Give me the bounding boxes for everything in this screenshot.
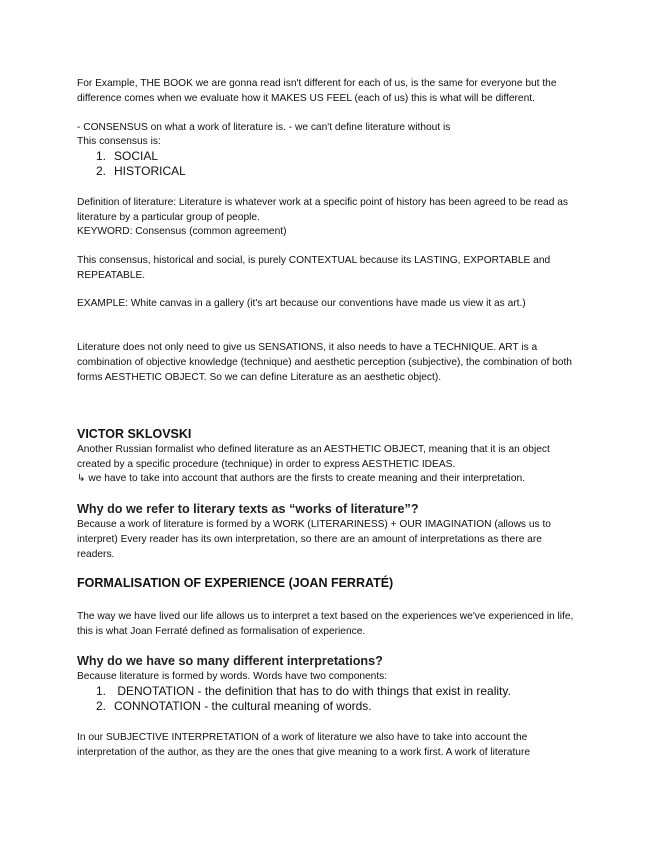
paragraph-subjective-interpretation: In our SUBJECTIVE INTERPRETATION of a work of literature we also have to take into account the interpretation of the author, as they are the ones that give meaning to a work first. A work of literature	[77, 732, 531, 758]
paragraph-book-example: For Example, THE BOOK we are gonna read isn't different for each of us, is the same for everyone but the difference comes when we evaluate how it MAKES US FEEL (each of us) this is what will be different.	[77, 78, 557, 104]
paragraph-consensus-is: This consensus is:	[77, 136, 161, 147]
paragraph-authors: ↳ we have to take into account that authors are the firsts to create meaning and their interpretation.	[77, 473, 525, 484]
paragraph-lived-life: The way we have lived our life allows us to interpret a text based on the experiences we've experienced in life, this is what Joan Ferraté defined as formalisation of experience.	[77, 611, 574, 637]
paragraph-sensations: Literature does not only need to give us SENSATIONS, it also needs to have a TECHNIQUE. ART is a combination of objective knowledge (technique) and aesthetic perception (subjective), the combination of both forms AESTHETIC OBJECT. So we can define Literature as an aesthetic object).	[77, 342, 572, 383]
paragraph-contextual: This consensus, historical and social, is purely CONTEXTUAL because its LASTING, EXPORTABLE and REPEATABLE.	[77, 255, 551, 281]
paragraph-work-imagination: Because a work of literature is formed by a WORK (LITERARINESS) + OUR IMAGINATION (allows us to interpret) Every reader has its own interpretation, so there are an amount of interpretations as there are readers.	[77, 519, 551, 560]
question-works-of-literature: Why do we refer to literary texts as “works of literature”?	[77, 502, 419, 516]
paragraph-sklovski: Another Russian formalist who defined literature as an AESTHETIC OBJECT, meaning that it is an object created by a specific procedure (technique) in order to express AESTHETIC IDEAS.	[77, 444, 550, 470]
list-item: 2. HISTORICAL	[96, 164, 186, 178]
paragraph-definition: Definition of literature: Literature is whatever work at a specific point of history has been agreed to be read as literature by a particular group of people.	[77, 197, 568, 223]
heading-formalisation: FORMALISATION OF EXPERIENCE (JOAN FERRATÉ)	[77, 576, 394, 590]
consensus-list	[96, 149, 186, 179]
paragraph-example-canvas: EXAMPLE: White canvas in a gallery (it's art because our conventions have made us view it as art.)	[77, 298, 526, 309]
paragraph-keyword: KEYWORD: Consensus (common agreement)	[77, 226, 287, 237]
paragraph-words-components: Because literature is formed by words. Words have two components:	[77, 671, 388, 682]
list-item: 1. SOCIAL	[96, 149, 159, 163]
components-list	[96, 684, 511, 714]
list-item: 2. CONNOTATION - the cultural meaning of words.	[96, 699, 372, 713]
paragraph-consensus: - CONSENSUS on what a work of literature is. - we can't define literature without is	[77, 122, 451, 133]
question-interpretations: Why do we have so many different interpretations?	[77, 654, 383, 668]
heading-victor-sklovski: VICTOR SKLOVSKI	[77, 427, 192, 441]
list-item: 1. DENOTATION - the definition that has to do with things that exist in reality.	[96, 684, 511, 698]
